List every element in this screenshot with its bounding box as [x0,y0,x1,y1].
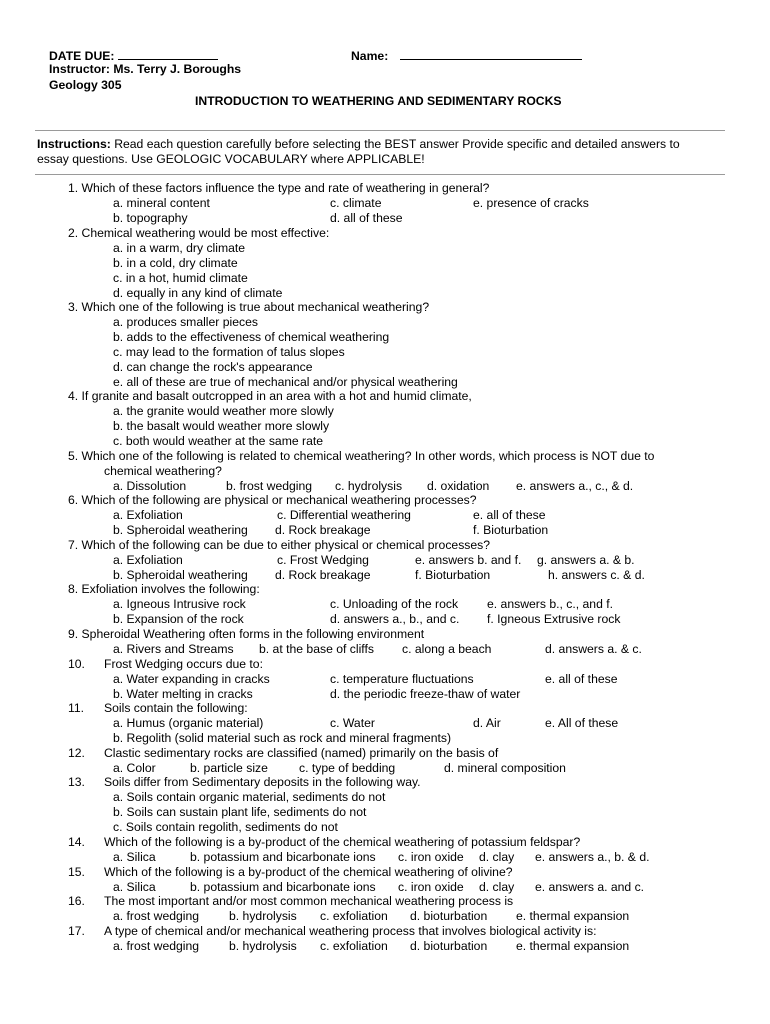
question-9: 9. Spheroidal Weathering often forms in the following environment [68,627,425,641]
answer-option[interactable]: a. Rivers and Streams [113,642,234,656]
name-blank[interactable] [400,47,582,60]
answer-option[interactable]: e. answers b. and f. [415,553,522,567]
answer-option[interactable]: d. mineral composition [444,761,566,775]
question-8: 8. Exfoliation involves the following: [68,582,260,596]
answer-option[interactable]: a. produces smaller pieces [113,315,258,329]
answer-option[interactable]: a. Silica [113,880,156,894]
answer-option[interactable]: b. at the base of cliffs [259,642,374,656]
page-title: INTRODUCTION TO WEATHERING AND SEDIMENTARY ROCKS [195,94,562,108]
answer-option[interactable]: e. thermal expansion [516,909,630,923]
instructor: Instructor: Ms. Terry J. Boroughs [49,62,242,76]
answer-option[interactable]: b. hydrolysis [229,909,297,923]
divider-bottom [35,174,725,175]
question-number: 17. [68,924,85,938]
answer-option[interactable]: e. thermal expansion [516,939,630,953]
answer-option[interactable]: d. Air [473,716,501,730]
answer-option[interactable]: e. answers b., c., and f. [487,597,613,611]
question-10: Frost Wedging occurs due to: [104,657,263,671]
answer-option[interactable]: a. frost wedging [113,909,200,923]
question-1: 1. Which of these factors influence the type and rate of weathering in general? [68,181,490,195]
answer-option[interactable]: a. Dissolution [113,479,187,493]
question-14: Which of the following is a by-product of the chemical weathering of potassium feldspar? [104,835,581,849]
answer-option[interactable]: c. climate [330,196,382,210]
answer-option[interactable]: a. Silica [113,850,156,864]
question-5-cont: chemical weathering? [104,464,222,478]
answer-option[interactable]: b. the basalt would weather more slowly [113,419,330,433]
question-15: Which of the following is a by-product of the chemical weathering of olivine? [104,865,513,879]
answer-option[interactable]: e. All of these [545,716,619,730]
question-11: Soils contain the following: [104,701,248,715]
answer-option[interactable]: a. Color [113,761,156,775]
answer-option[interactable]: a. Soils contain organic material, sediments do not [113,790,386,804]
answer-option[interactable]: c. Water [330,716,375,730]
answer-option[interactable]: c. along a beach [402,642,492,656]
answer-option[interactable]: b. topography [113,211,188,225]
question-number: 13. [68,775,85,789]
question-number: 16. [68,894,85,908]
answer-option[interactable]: a. mineral content [113,196,210,210]
answer-option[interactable]: e. all of these [473,508,546,522]
answer-option[interactable]: a. Water expanding in cracks [113,672,270,686]
answer-option[interactable]: b. hydrolysis [229,939,297,953]
answer-option[interactable]: c. type of bedding [299,761,396,775]
divider-top [35,130,725,131]
answer-option[interactable]: b. particle size [190,761,268,775]
answer-option[interactable]: b. Regolith (solid material such as rock and mineral fragments) [113,731,452,745]
answer-option[interactable]: d. bioturbation [410,939,488,953]
answer-option[interactable]: b. Spheroidal weathering [113,568,248,582]
answer-option[interactable]: d. can change the rock's appearance [113,360,313,374]
answer-option[interactable]: f. Bioturbation [415,568,491,582]
answer-option[interactable]: f. Bioturbation [473,523,549,537]
answer-option[interactable]: a. Exfoliation [113,508,183,522]
answer-option[interactable]: d. equally in any kind of climate [113,286,283,300]
question-4: 4. If granite and basalt outcropped in an area with a hot and humid climate, [68,389,472,403]
answer-option[interactable]: a. in a warm, dry climate [113,241,246,255]
answer-option[interactable]: c. Unloading of the rock [330,597,459,611]
answer-option[interactable]: f. Igneous Extrusive rock [487,612,621,626]
question-2: 2. Chemical weathering would be most effective: [68,226,330,240]
answer-option[interactable]: a. frost wedging [113,939,200,953]
answer-option[interactable]: c. iron oxide [398,880,464,894]
question-3: 3. Which one of the following is true about mechanical weathering? [68,300,430,314]
answer-option[interactable]: c. Soils contain regolith, sediments do not [113,820,338,834]
answer-option[interactable]: c. hydrolysis [335,479,403,493]
question-number: 11. [68,701,85,715]
answer-option[interactable]: a. Humus (organic material) [113,716,264,730]
answer-option[interactable]: b. Soils can sustain plant life, sediments do not [113,805,367,819]
answer-option[interactable]: c. may lead to the formation of talus slopes [113,345,345,359]
answer-option[interactable]: b. Expansion of the rock [113,612,244,626]
question-16: The most important and/or most common mechanical weathering process is [104,894,514,908]
answer-option[interactable]: c. temperature fluctuations [330,672,474,686]
answer-option[interactable]: d. answers a., b., and c. [330,612,460,626]
answer-option[interactable]: b. adds to the effectiveness of chemical weathering [113,330,390,344]
question-6: 6. Which of the following are physical or mechanical weathering processes? [68,493,477,507]
question-number: 10. [68,657,85,671]
course: Geology 305 [49,78,122,92]
instructions-line2: essay questions. Use GEOLOGIC VOCABULARY where APPLICABLE! [37,152,425,166]
question-5: 5. Which one of the following is related to chemical weathering? In other words, which process is NOT due to [68,449,655,463]
question-13: Soils differ from Sedimentary deposits in the following way. [104,775,421,789]
answer-option[interactable]: d. oxidation [427,479,490,493]
answer-option[interactable]: a. the granite would weather more slowly [113,404,334,418]
answer-option[interactable]: a. Exfoliation [113,553,183,567]
question-17: A type of chemical and/or mechanical weathering process that involves biological activity is: [104,924,597,938]
answer-option[interactable]: e. all of these are true of mechanical and/or physical weathering [113,375,458,389]
answer-option[interactable]: b. frost wedging [226,479,313,493]
question-12: Clastic sedimentary rocks are classified (named) primarily on the basis of [104,746,499,760]
instructions-line1: Instructions: Read each question carefully before selecting the BEST answer Provide specific and detailed answers to [37,137,680,151]
question-number: 14. [68,835,85,849]
answer-option[interactable]: d. answers a. & c. [545,642,642,656]
answer-option[interactable]: c. both would weather at the same rate [113,434,324,448]
answer-option[interactable]: b. potassium and bicarbonate ions [190,880,376,894]
answer-option[interactable]: e. answers a., b. & d. [535,850,650,864]
answer-option[interactable]: d. the periodic freeze-thaw of water [330,687,521,701]
answer-option[interactable]: e. answers a. and c. [535,880,645,894]
answer-option[interactable]: h. answers c. & d. [548,568,645,582]
answer-option[interactable]: c. Differential weathering [277,508,411,522]
answer-option[interactable]: b. Spheroidal weathering [113,523,248,537]
date-due-blank[interactable] [118,47,218,60]
answer-option[interactable]: c. exfoliation [320,939,388,953]
answer-option[interactable]: d. clay [479,880,515,894]
question-number: 15. [68,865,85,879]
answer-option[interactable]: e. answers a., c., & d. [516,479,634,493]
answer-option[interactable]: e. presence of cracks [473,196,589,210]
answer-option[interactable]: a. Igneous Intrusive rock [113,597,246,611]
question-7: 7. Which of the following can be due to either physical or chemical processes? [68,538,491,552]
answer-option[interactable]: b. in a cold, dry climate [113,256,238,270]
question-number: 12. [68,746,85,760]
answer-option[interactable]: c. Frost Wedging [277,553,369,567]
answer-option[interactable]: c. in a hot, humid climate [113,271,248,285]
answer-option[interactable]: d. bioturbation [410,909,488,923]
answer-option[interactable]: b. Water melting in cracks [113,687,253,701]
answer-option[interactable]: d. all of these [330,211,403,225]
answer-option[interactable]: e. all of these [545,672,618,686]
answer-option[interactable]: d. clay [479,850,515,864]
answer-option[interactable]: d. Rock breakage [275,523,371,537]
answer-option[interactable]: d. Rock breakage [275,568,371,582]
answer-option[interactable]: c. exfoliation [320,909,388,923]
answer-option[interactable]: c. iron oxide [398,850,464,864]
answer-option[interactable]: b. potassium and bicarbonate ions [190,850,376,864]
name-label: Name: [351,47,582,63]
answer-option[interactable]: g. answers a. & b. [537,553,635,567]
date-due-label: DATE DUE: [49,47,218,63]
